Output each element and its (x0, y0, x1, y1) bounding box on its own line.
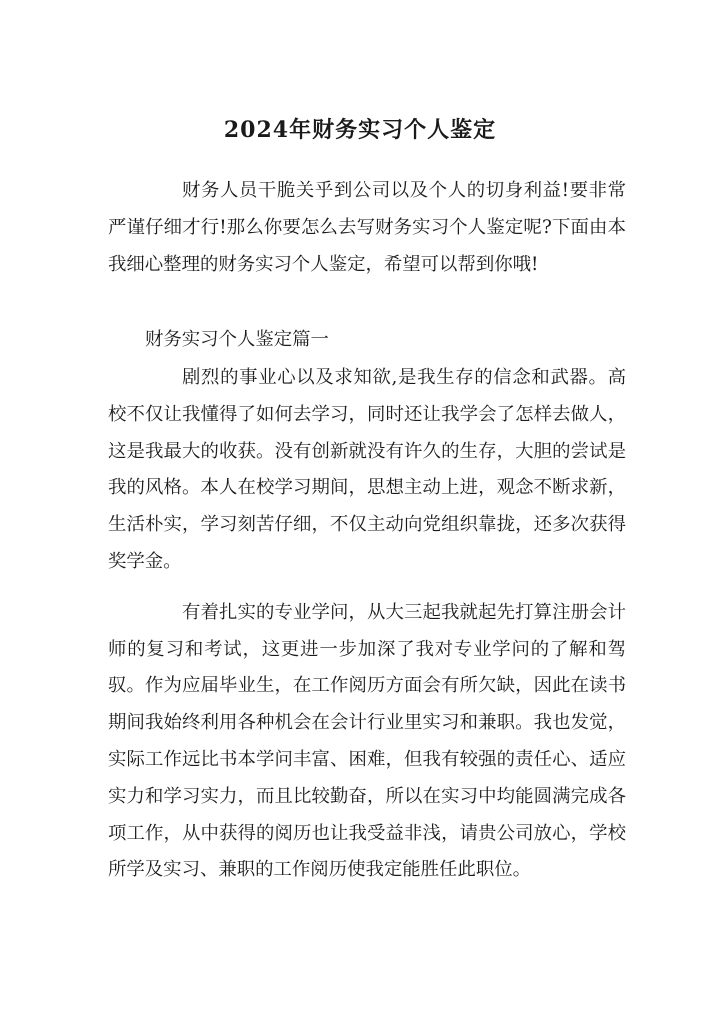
body-paragraph-2: 有着扎实的专业学问，从大三起我就起先打算注册会计师的复习和考试，这更进一步加深了我对专业学问的了解和驾驭。作为应届毕业生，在工作阅历方面会有所欠缺，因此在读书期间我始终利用各种机会在会计行业里实习和兼职。我也发觉，实际工作远比书本学问丰富、困难，但我有较强的责任心、适应实力和学习实力，而且比较勤奋，所以在实习中均能圆满完成各项工作，从中获得的阅历也让我受益非浅，请贵公司放心，学校所学及实习、兼职的工作阅历使我定能胜任此职位。 (108, 601, 626, 881)
intro-block (108, 173, 626, 283)
document-title: 2024年财务实习个人鉴定 (223, 117, 497, 143)
section-body (108, 360, 626, 903)
section-heading: 财务实习个人鉴定篇一 (145, 329, 329, 350)
body-paragraph-1: 剧烈的事业心以及求知欲,是我生存的信念和武器。高校不仅让我懂得了如何去学习，同时还让我学会了怎样去做人，这是我最大的收获。没有创新就没有许久的生存，大胆的尝试是我的风格。本人在校学习期间，思想主动上进，观念不断求新，生活朴实，学习刻苦仔细，不仅主动向党组织靠拢，还多次获得奖学金。 (108, 367, 626, 572)
intro-paragraph: 财务人员干脆关乎到公司以及个人的切身利益!要非常严谨仔细才行!那么你要怎么去写财务实习个人鉴定呢?下面由本我细心整理的财务实习个人鉴定，希望可以帮到你哦! (108, 180, 626, 275)
